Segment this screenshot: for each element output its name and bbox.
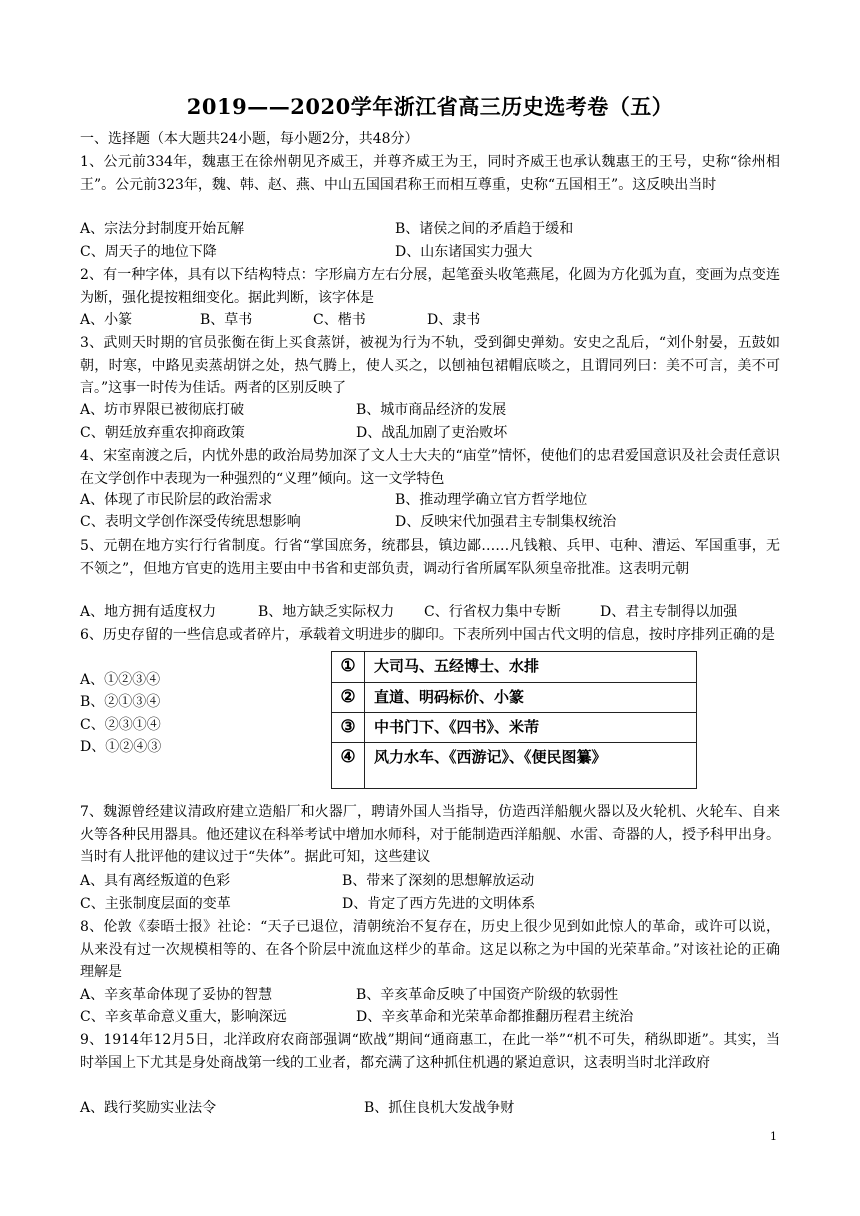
q8-option-b: B、辛亥革命反映了中国资产阶级的软弱性	[356, 987, 619, 1003]
q4-option-c: C、表明文学创作深受传统思想影响	[80, 514, 301, 530]
q6-option-d: D、①②④③	[80, 739, 162, 755]
q3-option-b: B、城市商品经济的发展	[356, 402, 507, 418]
q7-option-a: A、具有离经叛道的色彩	[80, 873, 231, 889]
q6-info-table	[331, 651, 697, 789]
q1-option-a: A、宗法分封制度开始瓦解	[80, 221, 245, 237]
question-8-stem: 8、伦敦《泰晤士报》社论：“天子已退位，清朝统治不复存在，历史上很少见到如此惊人的革命，或许可以说，从来没有过一次规模相等的、在各个阶层中流血这样少的革命。这足以称之为中国的光荣革命。”对该社论的正确理解是	[80, 919, 780, 980]
page-number: 1	[770, 1130, 777, 1143]
q6-option-a: A、①②③④	[80, 672, 161, 688]
question-1-stem: 1、公元前334年，魏惠王在徐州朝见齐威王，并尊齐威王为王，同时齐威王也承认魏惠王的王号，史称“徐州相王”。公元前323年，魏、韩、赵、燕、中山五国国君称王而相互尊重，史称“五国相王”。这反映出当时	[80, 154, 780, 193]
question-3-stem: 3、武则天时期的官员张衡在街上买食蒸饼，被视为行为不轨，受到御史弹劾。安史之乱后，“刘仆射晏，五鼓如朝，时寒，中路见卖蒸胡饼之处，热气腾上，使人买之，以刨袖包裙帽底啖之，且谓同列曰：美不可言，美不可言。”这事一时传为佳话。两者的区别反映了	[80, 335, 780, 396]
table-row	[332, 682, 696, 713]
q2-option-a: A、小篆	[80, 312, 133, 328]
q8-option-c: C、辛亥革命意义重大，影响深远	[80, 1009, 287, 1025]
question-7-stem: 7、魏源曾经建议清政府建立造船厂和火器厂，聘请外国人当指导，仿造西洋船舰火器以及火轮机、火轮车、自来火等各种民用器具。他还建议在科举考试中增加水师科，对于能制造西洋船舰、水雷、奇器的人，授予科甲出身。当时有人批评他的建议过于“失体”。据此可知，这些建议	[80, 804, 780, 865]
row-number: ②	[332, 683, 365, 713]
exam-title: 2019——2020学年浙江省高三历史选考卷（五）	[186, 94, 674, 119]
row-text: 大司马、五经博士、水排	[374, 657, 540, 675]
q2-option-c: C、楷书	[313, 312, 366, 328]
row-number: ①	[332, 652, 365, 682]
table-row	[332, 712, 696, 743]
row-text: 风力水车、《西游记》、《便民图纂》	[374, 748, 607, 766]
q4-option-b: B、推动理学确立官方哲学地位	[395, 492, 588, 508]
question-2-stem: 2、有一种字体，具有以下结构特点：字形扁方左右分展，起笔蚕头收笔燕尾，化圆为方化弧为直，变画为点变连为断，强化提按粗细变化。据此判断，该字体是	[80, 267, 780, 306]
q7-option-c: C、主张制度层面的变革	[80, 896, 231, 912]
q8-option-a: A、辛亥革命体现了妥协的智慧	[80, 987, 273, 1003]
q6-option-c: C、②③①④	[80, 717, 161, 733]
question-9-stem: 9、1914年12月5日，北洋政府农商部强调“欧战”期间“通商惠工，在此一举”“机不可失，稍纵即逝”。其实，当时举国上下尤其是身处商战第一线的工业者，都充满了这种抓住机遇的紧迫意识，这表明当时北洋政府	[80, 1032, 780, 1071]
q1-option-b: B、诸侯之间的矛盾趋于缓和	[395, 221, 574, 237]
q9-option-a: A、践行奖励实业法令	[80, 1100, 217, 1116]
q2-option-d: D、隶书	[427, 312, 481, 328]
table-row	[332, 742, 696, 788]
row-number: ③	[332, 713, 365, 743]
q7-option-d: D、肯定了西方先进的文明体系	[342, 896, 536, 912]
q4-option-d: D、反映宋代加强君主专制集权统治	[395, 514, 617, 530]
table-row	[332, 652, 696, 682]
q4-option-a: A、体现了市民阶层的政治需求	[80, 492, 273, 508]
q5-option-c: C、行省权力集中专断	[424, 604, 561, 620]
q5-option-d: D、君主专制得以加强	[600, 604, 738, 620]
question-4-stem: 4、宋室南渡之后，内忧外患的政治局势加深了文人士大夫的“庙堂”情怀，使他们的忠君爱国意识及社会责任意识在文学创作中表现为一种强烈的“义理”倾向。这一文学特色	[80, 448, 780, 487]
q1-option-d: D、山东诸国实力强大	[395, 244, 533, 260]
q8-option-d: D、辛亥革命和光荣革命都推翻历程君主统治	[356, 1009, 634, 1025]
q3-option-c: C、朝廷放弃重农抑商政策	[80, 425, 245, 441]
section-heading: 一、选择题（本大题共24小题，每小题2分，共48分）	[80, 131, 419, 147]
row-text: 直道、明码标价、小篆	[374, 688, 525, 706]
q3-option-d: D、战乱加剧了吏治败坏	[356, 425, 508, 441]
question-6-stem: 6、历史存留的一些信息或者碎片，承载着文明进步的脚印。下表所列中国古代文明的信息，按时序排列正确的是	[80, 627, 775, 643]
question-5-stem: 5、元朝在地方实行行省制度。行省“掌国庶务，统郡县，镇边鄙……凡钱粮、兵甲、屯种、漕运、军国重事，无不领之”，但地方官吏的选用主要由中书省和吏部负责，调动行省所属军队须皇帝批准。这表明元朝	[80, 538, 780, 577]
row-number: ④	[332, 743, 365, 788]
q9-option-b: B、抓住良机大发战争财	[364, 1100, 515, 1116]
q7-option-b: B、带来了深刻的思想解放运动	[342, 873, 535, 889]
q2-option-b: B、草书	[200, 312, 253, 328]
q1-option-c: C、周天子的地位下降	[80, 244, 217, 260]
q5-option-a: A、地方拥有适度权力	[80, 604, 217, 620]
q5-option-b: B、地方缺乏实际权力	[258, 604, 395, 620]
q3-option-a: A、坊市界限已被彻底打破	[80, 402, 245, 418]
q6-option-b: B、②①③④	[80, 694, 161, 710]
row-text: 中书门下、《四书》、米芾	[374, 718, 540, 736]
